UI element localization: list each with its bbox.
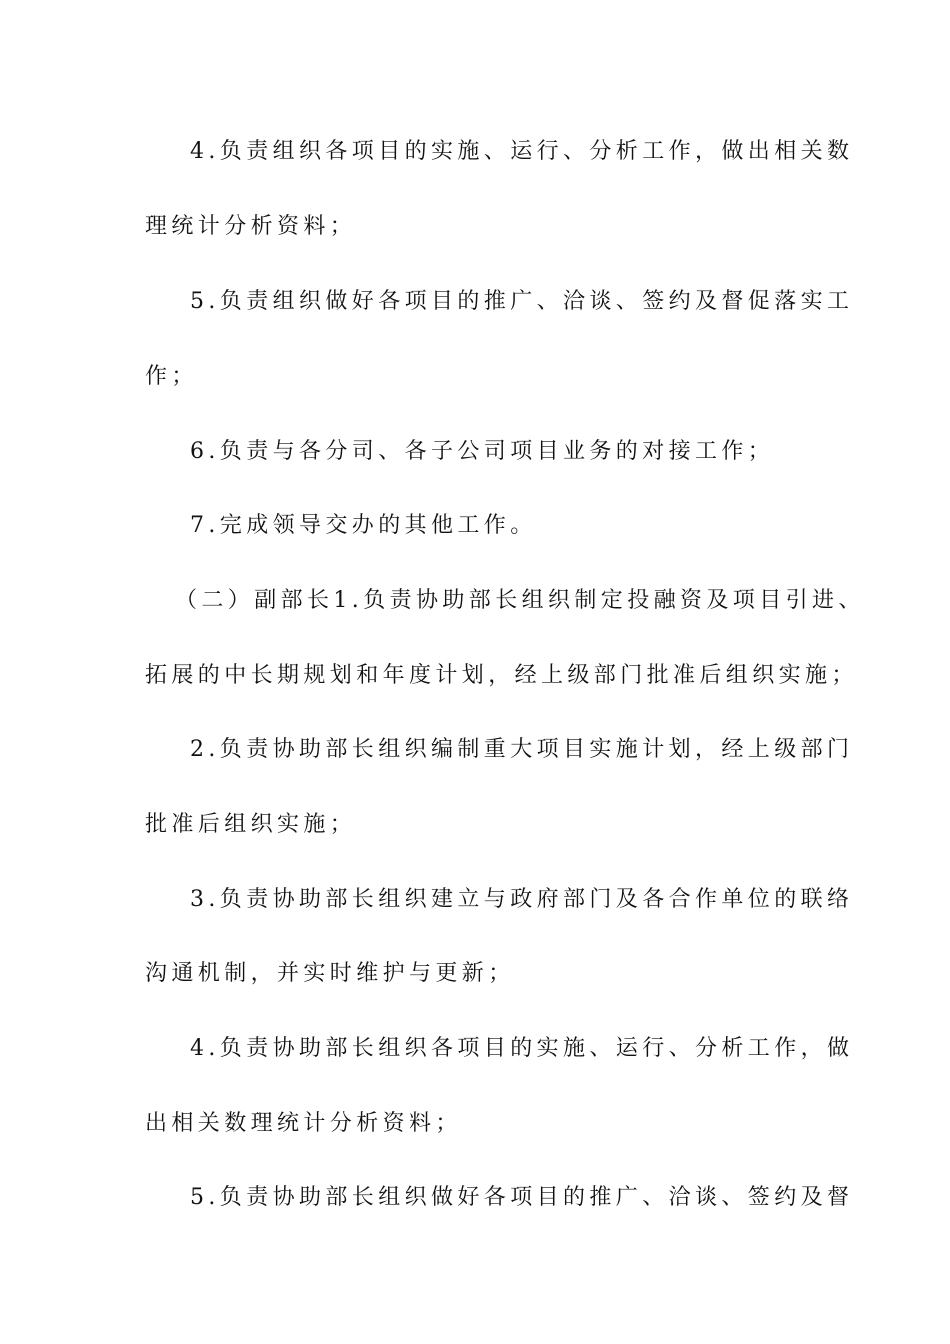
paragraph-line: 4.负责组织各项目的实施、运行、分析工作，做出相关数 bbox=[190, 139, 854, 164]
paragraph-line: 作； bbox=[145, 364, 198, 389]
section-heading-line: （二）副部长1.负责协助部长组织制定投融资及项目引进、 bbox=[175, 588, 865, 613]
paragraph-line: 拓展的中长期规划和年度计划，经上级部门批准后组织实施； bbox=[145, 663, 858, 688]
paragraph-line: 5.负责组织做好各项目的推广、洽谈、签约及督促落实工 bbox=[190, 289, 854, 314]
paragraph-line: 5.负责协助部长组织做好各项目的推广、洽谈、签约及督 bbox=[190, 1185, 854, 1210]
paragraph-line: 理统计分析资料； bbox=[145, 214, 357, 239]
paragraph-line: 出相关数理统计分析资料； bbox=[145, 1111, 462, 1136]
paragraph-line: 批准后组织实施； bbox=[145, 812, 357, 837]
paragraph-line: 4.负责协助部长组织各项目的实施、运行、分析工作，做 bbox=[190, 1036, 854, 1061]
paragraph-line: 沟通机制，并实时维护与更新； bbox=[145, 961, 515, 986]
paragraph-line: 3.负责协助部长组织建立与政府部门及各合作单位的联络 bbox=[190, 887, 854, 912]
paragraph-line: 2.负责协助部长组织编制重大项目实施计划，经上级部门 bbox=[190, 737, 854, 762]
paragraph-line: 7.完成领导交办的其他工作。 bbox=[190, 513, 537, 538]
paragraph-line: 6.负责与各分司、各子公司项目业务的对接工作； bbox=[190, 439, 775, 464]
